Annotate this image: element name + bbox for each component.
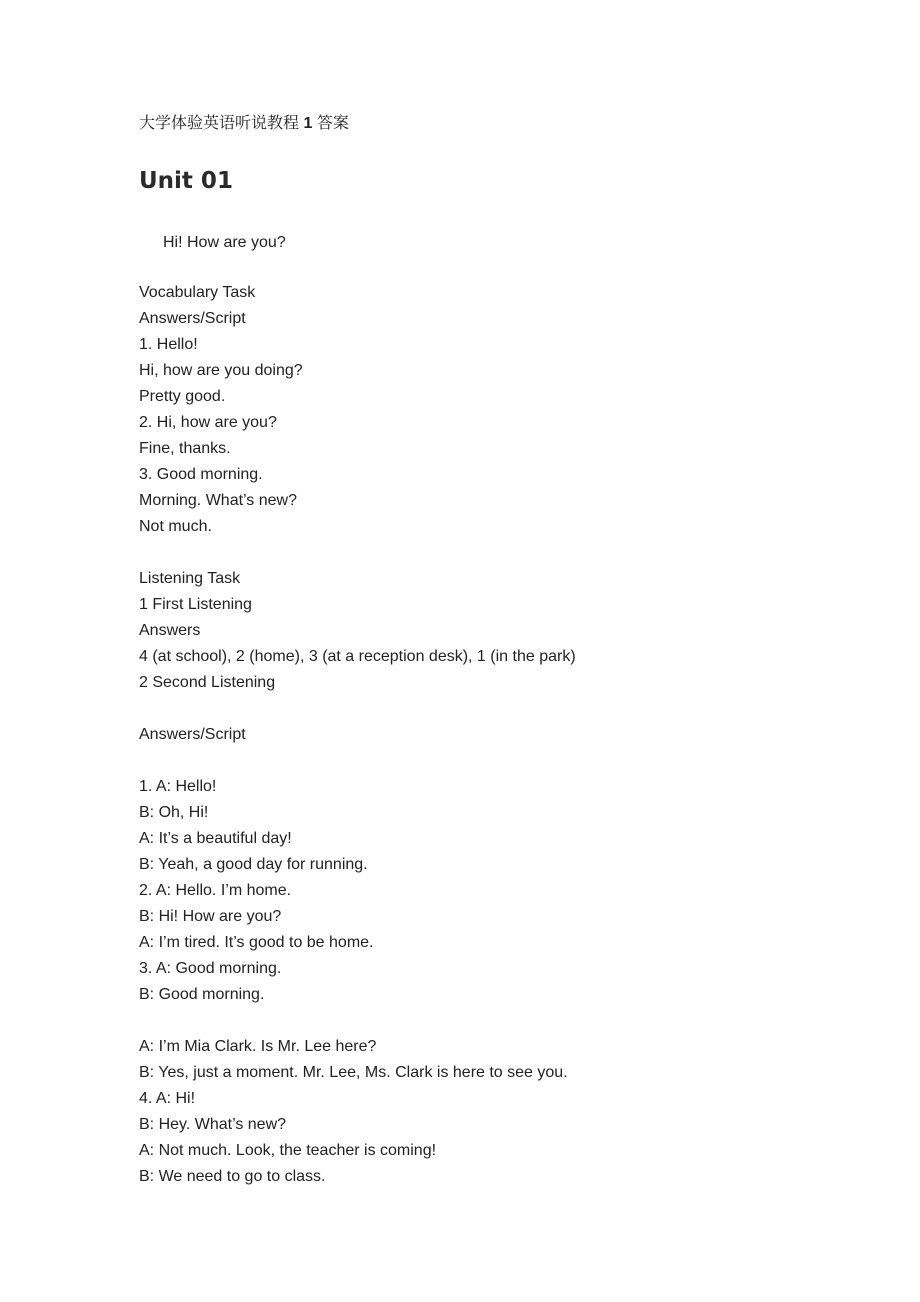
dialogue-line: 4. A: Hi! bbox=[139, 1090, 196, 1107]
listening-line: 2 Second Listening bbox=[139, 674, 276, 691]
vocabulary-line: Hi, how are you doing? bbox=[139, 362, 303, 379]
dialogue-line: B: Hey. What’s new? bbox=[139, 1116, 287, 1133]
dialogue-line: B: Yes, just a moment. Mr. Lee, Ms. Clark is here to see you. bbox=[139, 1064, 568, 1081]
answers-script-section bbox=[139, 722, 246, 748]
vocabulary-line: Fine, thanks. bbox=[139, 440, 231, 457]
dialogue-line: A: I’m Mia Clark. Is Mr. Lee here? bbox=[139, 1038, 377, 1055]
document-title-prefix: 大学体验英语听说教程 bbox=[139, 115, 300, 132]
dialogue-line: B: Good morning. bbox=[139, 986, 265, 1003]
answers-script-label: Answers/Script bbox=[139, 726, 246, 743]
vocabulary-line: 3. Good morning. bbox=[139, 466, 263, 483]
dialogue-section-2 bbox=[139, 1034, 568, 1190]
listening-line: 1 First Listening bbox=[139, 596, 252, 613]
vocabulary-line: Morning. What’s new? bbox=[139, 492, 297, 509]
vocabulary-line: 1. Hello! bbox=[139, 336, 198, 353]
dialogue-line: A: It’s a beautiful day! bbox=[139, 830, 292, 847]
dialogue-line: 3. A: Good morning. bbox=[139, 960, 282, 977]
listening-line: Answers bbox=[139, 622, 201, 639]
dialogue-line: 1. A: Hello! bbox=[139, 778, 217, 795]
dialogue-line: B: Hi! How are you? bbox=[139, 908, 282, 925]
dialogue-line: 2. A: Hello. I’m home. bbox=[139, 882, 292, 899]
document-title-suffix: 答案 bbox=[316, 115, 349, 132]
vocabulary-line: Answers/Script bbox=[139, 310, 246, 327]
dialogue-line: A: I’m tired. It’s good to be home. bbox=[139, 934, 374, 951]
vocabulary-line: Not much. bbox=[139, 518, 212, 535]
vocabulary-line: 2. Hi, how are you? bbox=[139, 414, 277, 431]
listening-section bbox=[139, 566, 576, 696]
vocabulary-section bbox=[139, 280, 303, 540]
dialogue-line: B: Oh, Hi! bbox=[139, 804, 209, 821]
dialogue-section-1 bbox=[139, 774, 374, 1008]
document-title bbox=[139, 113, 349, 135]
dialogue-line: B: We need to go to class. bbox=[139, 1168, 326, 1185]
dialogue-line: A: Not much. Look, the teacher is coming! bbox=[139, 1142, 437, 1159]
listening-line: 4 (at school), 2 (home), 3 (at a reception desk), 1 (in the park) bbox=[139, 648, 576, 665]
dialogue-line: B: Yeah, a good day for running. bbox=[139, 856, 368, 873]
unit-subtitle: Hi! How are you? bbox=[163, 234, 286, 251]
vocabulary-line: Vocabulary Task bbox=[139, 284, 256, 301]
unit-heading: Unit 01 bbox=[139, 168, 233, 194]
vocabulary-line: Pretty good. bbox=[139, 388, 226, 405]
document-title-number: 1 bbox=[303, 115, 313, 132]
listening-line: Listening Task bbox=[139, 570, 241, 587]
